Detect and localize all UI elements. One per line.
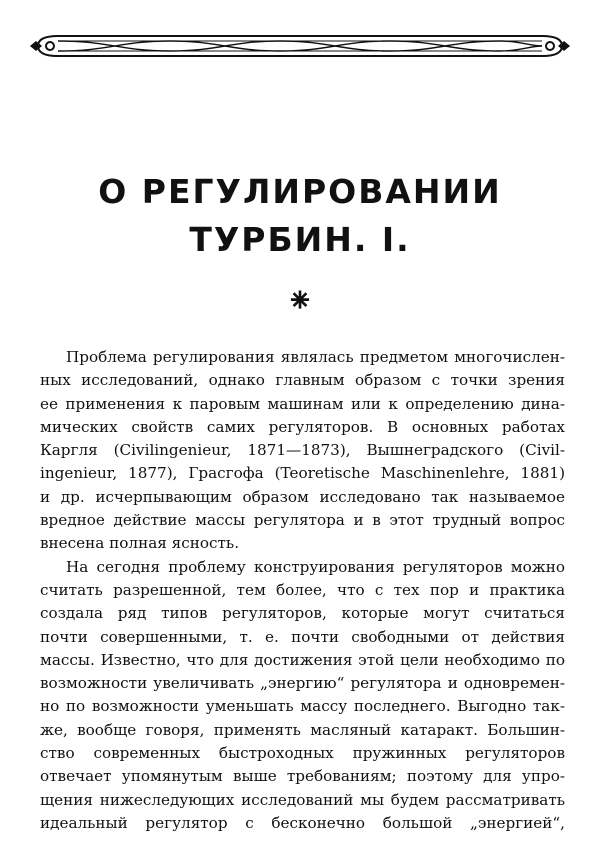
text-line: Проблема регулирования являлась предметом многочислен-: [66, 348, 565, 366]
text-line: создала ряд типов регуляторов, которые могут считаться: [40, 604, 565, 623]
decorative-border-icon: [30, 30, 570, 62]
paragraph-1: [40, 346, 565, 556]
page-title-line-2: ТУРБИН. I.: [189, 220, 411, 259]
text-line: щения нижеследующих исследований мы будем рассматривать: [40, 790, 565, 809]
text-line: отвечает упомянутым выше требованиям; поэтому для упро-: [40, 767, 565, 786]
text-line: считать разрешенной, тем более, что с тех пор и практика: [40, 580, 565, 599]
page-title-line-1: О РЕГУЛИРОВАНИИ: [98, 172, 502, 211]
text-line: идеальный регулятор с бесконечно большой „энергией“,: [40, 813, 565, 832]
text-line: почти совершенными, т. е. почти свободными от действия: [40, 627, 565, 646]
text-line: ее применения к паровым машинам или к определению дина-: [40, 394, 565, 413]
asterism-divider: ⁕: [285, 281, 315, 321]
text-line: внесена полная ясность.: [40, 534, 240, 553]
text-line: возможности увеличивать „энергию“ регулятора и одновремен-: [40, 674, 565, 693]
text-line: вредное действие массы регулятора и в этот трудный вопрос: [40, 511, 565, 530]
text-line: массы. Известно, что для достижения этой цели необходимо по: [40, 650, 565, 669]
text-line: и др. исчерпывающим образом исследовано так называемое: [40, 487, 565, 506]
text-line: ingenieur, 1877), Грасгофа (Teoretische Maschinenlehre, 1881): [40, 464, 565, 483]
text-line: же, вообще говоря, применять масляный катаракт. Большин-: [40, 720, 565, 739]
paragraph-2: [40, 556, 565, 836]
body-text: [40, 346, 565, 835]
text-line: Каргля (Civilingenieur, 1871—1873), Вышнеградского (Civil-: [40, 441, 565, 460]
text-line: ство современных быстроходных пружинных регуляторов: [40, 744, 565, 763]
text-line: ных исследований, однако главным образом с точки зрения: [40, 371, 565, 390]
text-line: На сегодня проблему конструирования регуляторов можно: [66, 557, 565, 576]
text-line: мических свойств самих регуляторов. В основных работах: [40, 417, 565, 436]
text-line: но по возможности уменьшать массу последнего. Выгодно так-: [40, 697, 565, 716]
